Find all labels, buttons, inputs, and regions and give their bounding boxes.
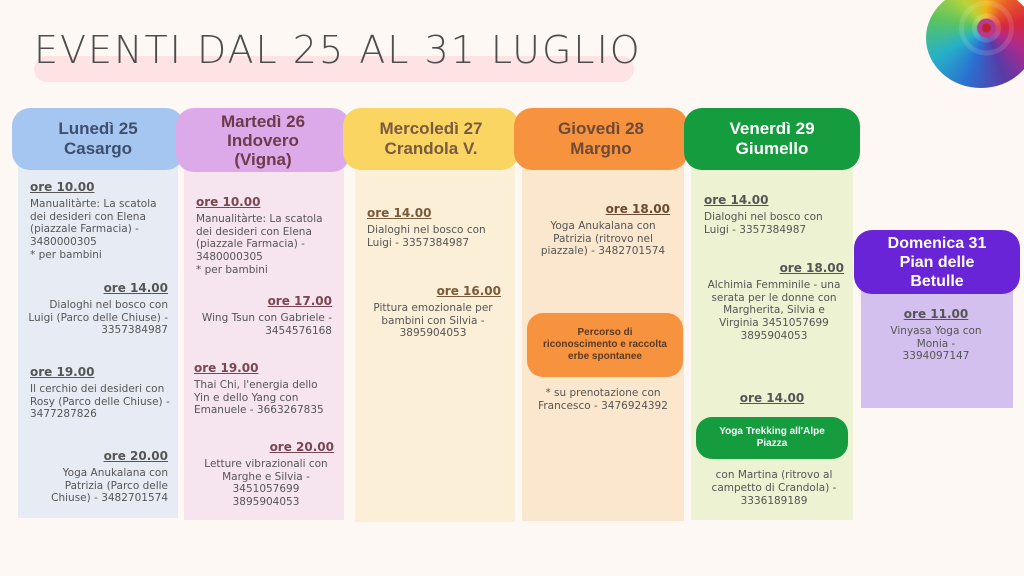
event-time: ore 20.00 <box>103 449 168 463</box>
event-time: ore 16.00 <box>436 284 501 298</box>
friday-header <box>684 108 860 170</box>
thursday-special-label: Percorso di riconoscimento e raccolta erbe spontanee <box>543 327 667 362</box>
rainbow-swirl-logo <box>926 0 1024 88</box>
event-text: Dialoghi nel bosco con Luigi (Parco delle Chiuse) - 3357384987 <box>28 298 168 337</box>
friday-event <box>704 262 844 343</box>
event-time: ore 19.00 <box>30 365 95 379</box>
monday-day: Lunedì 25 <box>58 119 138 138</box>
event-time: ore 14.00 <box>103 281 168 295</box>
monday-event <box>30 181 170 262</box>
event-text: Yoga Anukalana con Patrizia (ritrovo nel piazzale) - 3482701574 <box>540 219 666 258</box>
wednesday-day: Mercoledì 27 <box>379 119 483 138</box>
thursday-special-pill <box>527 313 683 377</box>
wednesday-place: Crandola V. <box>384 139 478 158</box>
friday-event <box>704 194 842 236</box>
event-time: ore 10.00 <box>196 195 261 209</box>
event-text: Il cerchio dei desideri con Rosy (Parco delle Chiuse) - 3477287826 <box>30 382 170 421</box>
tuesday-day: Martedì 26 <box>220 111 306 131</box>
thursday-place: Margno <box>570 139 632 158</box>
event-time: ore 20.00 <box>269 440 334 454</box>
friday-day: Venerdì 29 <box>729 119 815 138</box>
sunday-place: Pian delle <box>899 253 975 271</box>
event-time: ore 14.00 <box>704 193 769 207</box>
event-time: ore 18.00 <box>605 202 670 216</box>
monday-header <box>12 108 184 170</box>
wednesday-event <box>367 207 503 249</box>
monday-event <box>28 282 168 337</box>
thursday-special-note <box>528 387 678 413</box>
thursday-day: Giovedì 28 <box>558 119 644 138</box>
sunday-place-detail: Betulle <box>910 272 964 290</box>
monday-event <box>28 450 168 505</box>
tuesday-place: Indovero <box>227 130 299 150</box>
monday-event <box>30 366 170 421</box>
event-text: Manualitàrte: La scatola dei desideri con Elena (piazzale Farmacia) - 3480000305 * per bambini <box>30 197 157 261</box>
event-text: Thai Chi, l'energia dello Yin e dello Yang con Emanuele - 3663267835 <box>194 378 324 417</box>
wednesday-header <box>343 108 519 170</box>
sunday-header <box>854 230 1020 294</box>
event-text: Wing Tsun con Gabriele - 3454576168 <box>201 311 332 337</box>
event-time: ore 14.00 <box>367 206 432 220</box>
friday-event-time <box>704 392 840 409</box>
event-text: Letture vibrazionali con Marghe e Silvia - 3451057699 3895904053 <box>204 457 328 509</box>
sunday-event <box>884 308 988 363</box>
event-text: Dialoghi nel bosco con Luigi - 3357384987 <box>704 210 823 236</box>
friday-special-label: Yoga Trekking all'Alpe Piazza <box>719 426 825 449</box>
thursday-header <box>514 108 688 170</box>
event-text: Alchimia Femminile - una serata per le donne con Margherita, Silvia e Virginia 3451057699 3895904053 <box>707 278 841 342</box>
thursday-event <box>536 203 670 258</box>
wednesday-event <box>365 285 501 340</box>
event-text: con Martina (ritrovo al campetto di Crandola) - 3336189189 <box>711 469 837 507</box>
tuesday-event <box>198 441 334 509</box>
event-text: Dialoghi nel bosco con Luigi - 3357384987 <box>367 223 486 249</box>
friday-place: Giumello <box>735 139 809 158</box>
event-text: Vinyasa Yoga con Monia - 3394097147 <box>890 324 982 363</box>
event-text: Manualitàrte: La scatola dei desideri con Elena (piazzale Farmacia) - 3480000305 * per bambini <box>196 212 323 276</box>
tuesday-header <box>176 108 350 172</box>
monday-place: Casargo <box>63 139 133 158</box>
page-title: EVENTI DAL 25 AL 31 LUGLIO <box>34 28 642 72</box>
event-text: Yoga Anukalana con Patrizia (Parco delle Chiuse) - 3482701574 <box>51 466 168 505</box>
sunday-day: Domenica 31 <box>887 234 987 252</box>
event-time: ore 19.00 <box>194 361 259 375</box>
event-time: ore 11.00 <box>903 307 969 321</box>
event-time: ore 14.00 <box>739 391 805 405</box>
tuesday-place-detail: (Vigna) <box>234 149 292 169</box>
event-text: Pittura emozionale per bambini con Silvia - 3895904053 <box>373 301 493 340</box>
friday-special-pill <box>696 417 848 459</box>
tuesday-event <box>194 362 332 417</box>
event-time: ore 18.00 <box>779 261 844 275</box>
event-time: ore 17.00 <box>267 294 332 308</box>
friday-special-note <box>702 469 846 507</box>
tuesday-event <box>196 295 332 337</box>
tuesday-event <box>196 196 332 277</box>
event-text: * su prenotazione con Francesco - 3476924392 <box>538 387 668 412</box>
event-time: ore 10.00 <box>30 180 95 194</box>
